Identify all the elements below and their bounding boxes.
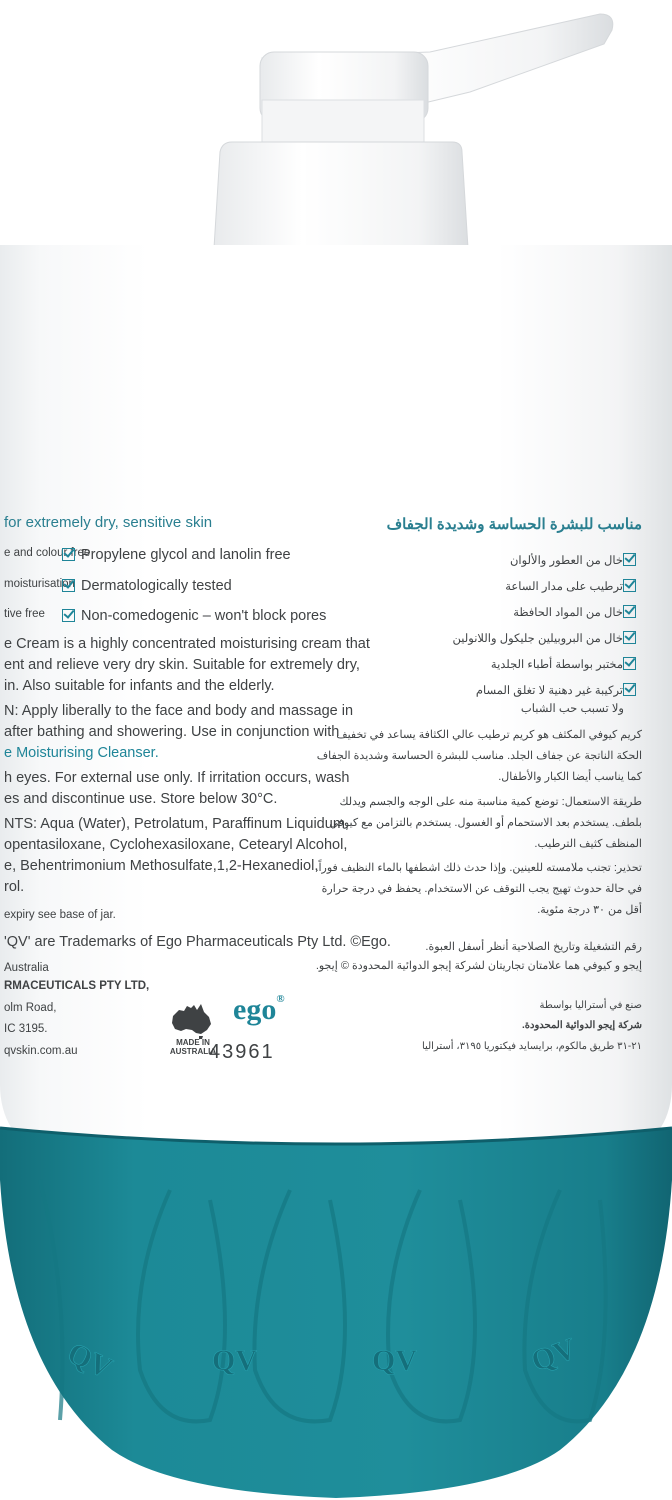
arabic-made-by-2: شركة إيجو الدوائية المحدودة. — [522, 1020, 642, 1031]
trademark-note: 'QV' are Trademarks of Ego Pharmaceuticals Pty Ltd. ©Ego. — [4, 934, 391, 950]
address-line-5: qvskin.com.au — [4, 1045, 78, 1057]
caution-line-1: h eyes. For external use only. If irritation occurs, wash — [4, 770, 350, 786]
base-qv-2: QV — [212, 1344, 257, 1377]
directions-line-1: N: Apply liberally to the face and body and massage in — [4, 703, 354, 719]
arabic-made-by-1: صنع في أستراليا بواسطة — [539, 1000, 642, 1011]
address-line-1: Australia — [4, 962, 49, 974]
checkbox-icon — [623, 631, 636, 644]
feature-left-2: moisturisation — [4, 578, 75, 590]
caution-line-2: es and discontinue use. Store below 30°C. — [4, 791, 278, 807]
arabic-made-by-3: ٢١-٣١ طريق مالكوم، برايسايد فيكتوريا ٣١٩٥، أستراليا — [422, 1041, 642, 1052]
address-line-2: RMACEUTICALS PTY LTD, — [4, 980, 150, 992]
address-line-4: IC 3195. — [4, 1023, 48, 1035]
arabic-feature-4: خال من البروبيلين جليكول واللانولين — [453, 629, 642, 645]
feature-right-2: Dermatologically tested — [62, 576, 232, 597]
feature-right-1: Propylene glycol and lanolin free — [62, 545, 291, 566]
ingredients-line-3: e, Behentrimonium Methosulfate,1,2-Hexanediol, — [4, 858, 319, 874]
description-line-1: e Cream is a highly concentrated moisturising cream that — [4, 636, 370, 652]
arabic-batch: رقم التشغيلة وتاريخ الصلاحية أنظر أسفل العبوة. — [425, 941, 642, 953]
checkbox-icon — [623, 605, 636, 618]
arabic-feature-5: مختبر بواسطة أطباء الجلدية — [491, 655, 642, 671]
ingredients-line-4: rol. — [4, 879, 25, 895]
pump-stem — [262, 100, 424, 142]
bottle-base — [0, 1120, 672, 1500]
arabic-heading: مناسب للبشرة الحساسة وشديدة الجفاف — [386, 516, 642, 533]
checkbox-icon — [623, 657, 636, 670]
made-in-australia-label: MADE IN AUSTRALIA — [169, 1038, 217, 1056]
arabic-feature-6: تركيبة غير دهنية لا تغلق المسام — [476, 681, 642, 697]
batch-note: expiry see base of jar. — [4, 909, 116, 921]
directions-line-2: after bathing and showering. Use in conjunction with — [4, 724, 340, 740]
description-line-2: ent and relieve very dry skin. Suitable for extremely dry, — [4, 657, 360, 673]
arabic-feature-2: ترطيب على مدار الساعة — [505, 577, 642, 593]
ingredients-line-2: opentasiloxane, Cyclohexasiloxane, Cetearyl Alcohol, — [4, 837, 348, 853]
checkbox-icon — [623, 683, 636, 696]
arabic-description: كريم كيوفي المكثف هو كريم ترطيب عالي الكثافة يساعد في تخفيف الحكة الناتجة عن جفاف الجلد. مناسب للبشرة الحساسة وشديدة الجفاف كما يناسب أيضا الكبار والأطفال. — [316, 729, 642, 783]
feature-left-1: e and colour free — [4, 547, 91, 559]
arabic-caution: تحذير: تجنب ملامسته للعينين. وإذا حدث ذلك اشطفها بالماء النظيف فوراً. في حالة حدوث تهيج يجب التوقف عن الاستخدام. يحفظ في درجة حرارة أقل من ٣٠ درجة مئوية. — [315, 862, 642, 916]
arabic-feature-6-cont: ولا تسبب حب الشباب — [520, 703, 624, 715]
base-qv-4: QV — [526, 1331, 581, 1379]
arabic-feature-3: خال من المواد الحافظة — [513, 603, 642, 619]
product-code: 43961 — [209, 1041, 275, 1063]
arabic-feature-1: خال من العطور والألوان — [510, 551, 642, 567]
base-qv-1: QV — [62, 1336, 118, 1386]
ingredients-line-1: NTS: Aqua (Water), Petrolatum, Paraffinum Liquidum, — [4, 816, 349, 832]
arabic-trademark: إيجو و كيوفي هما علامتان تجاريتان لشركة إيجو الدوائية المحدودة © إيجو. — [315, 960, 642, 972]
checkbox-icon — [62, 579, 75, 592]
checkbox-icon — [623, 553, 636, 566]
checkbox-icon — [62, 609, 75, 622]
checkbox-icon — [62, 548, 75, 561]
description-line-3: in. Also suitable for infants and the elderly. — [4, 678, 275, 694]
english-heading: for extremely dry, sensitive skin — [4, 514, 213, 531]
feature-left-3: tive free — [4, 608, 45, 620]
directions-line-3: e Moisturising Cleanser. — [4, 745, 159, 761]
australia-map-icon — [167, 1000, 217, 1040]
base-qv-3: QV — [372, 1344, 417, 1377]
address-line-3: olm Road, — [4, 1002, 57, 1014]
feature-right-3: Non-comedogenic – won't block pores — [62, 606, 326, 627]
arabic-directions: طريقة الاستعمال: توضع كمية مناسبة منه على الوجه والجسم ويدلك بلطف. يستخدم بعد الاستحمام أو الغسول. يستخدم بالتزامن مع كيوفي المنظف كثيف الترطيب. — [329, 796, 642, 850]
checkbox-icon — [623, 579, 636, 592]
ego-logo: ego® — [233, 993, 285, 1026]
